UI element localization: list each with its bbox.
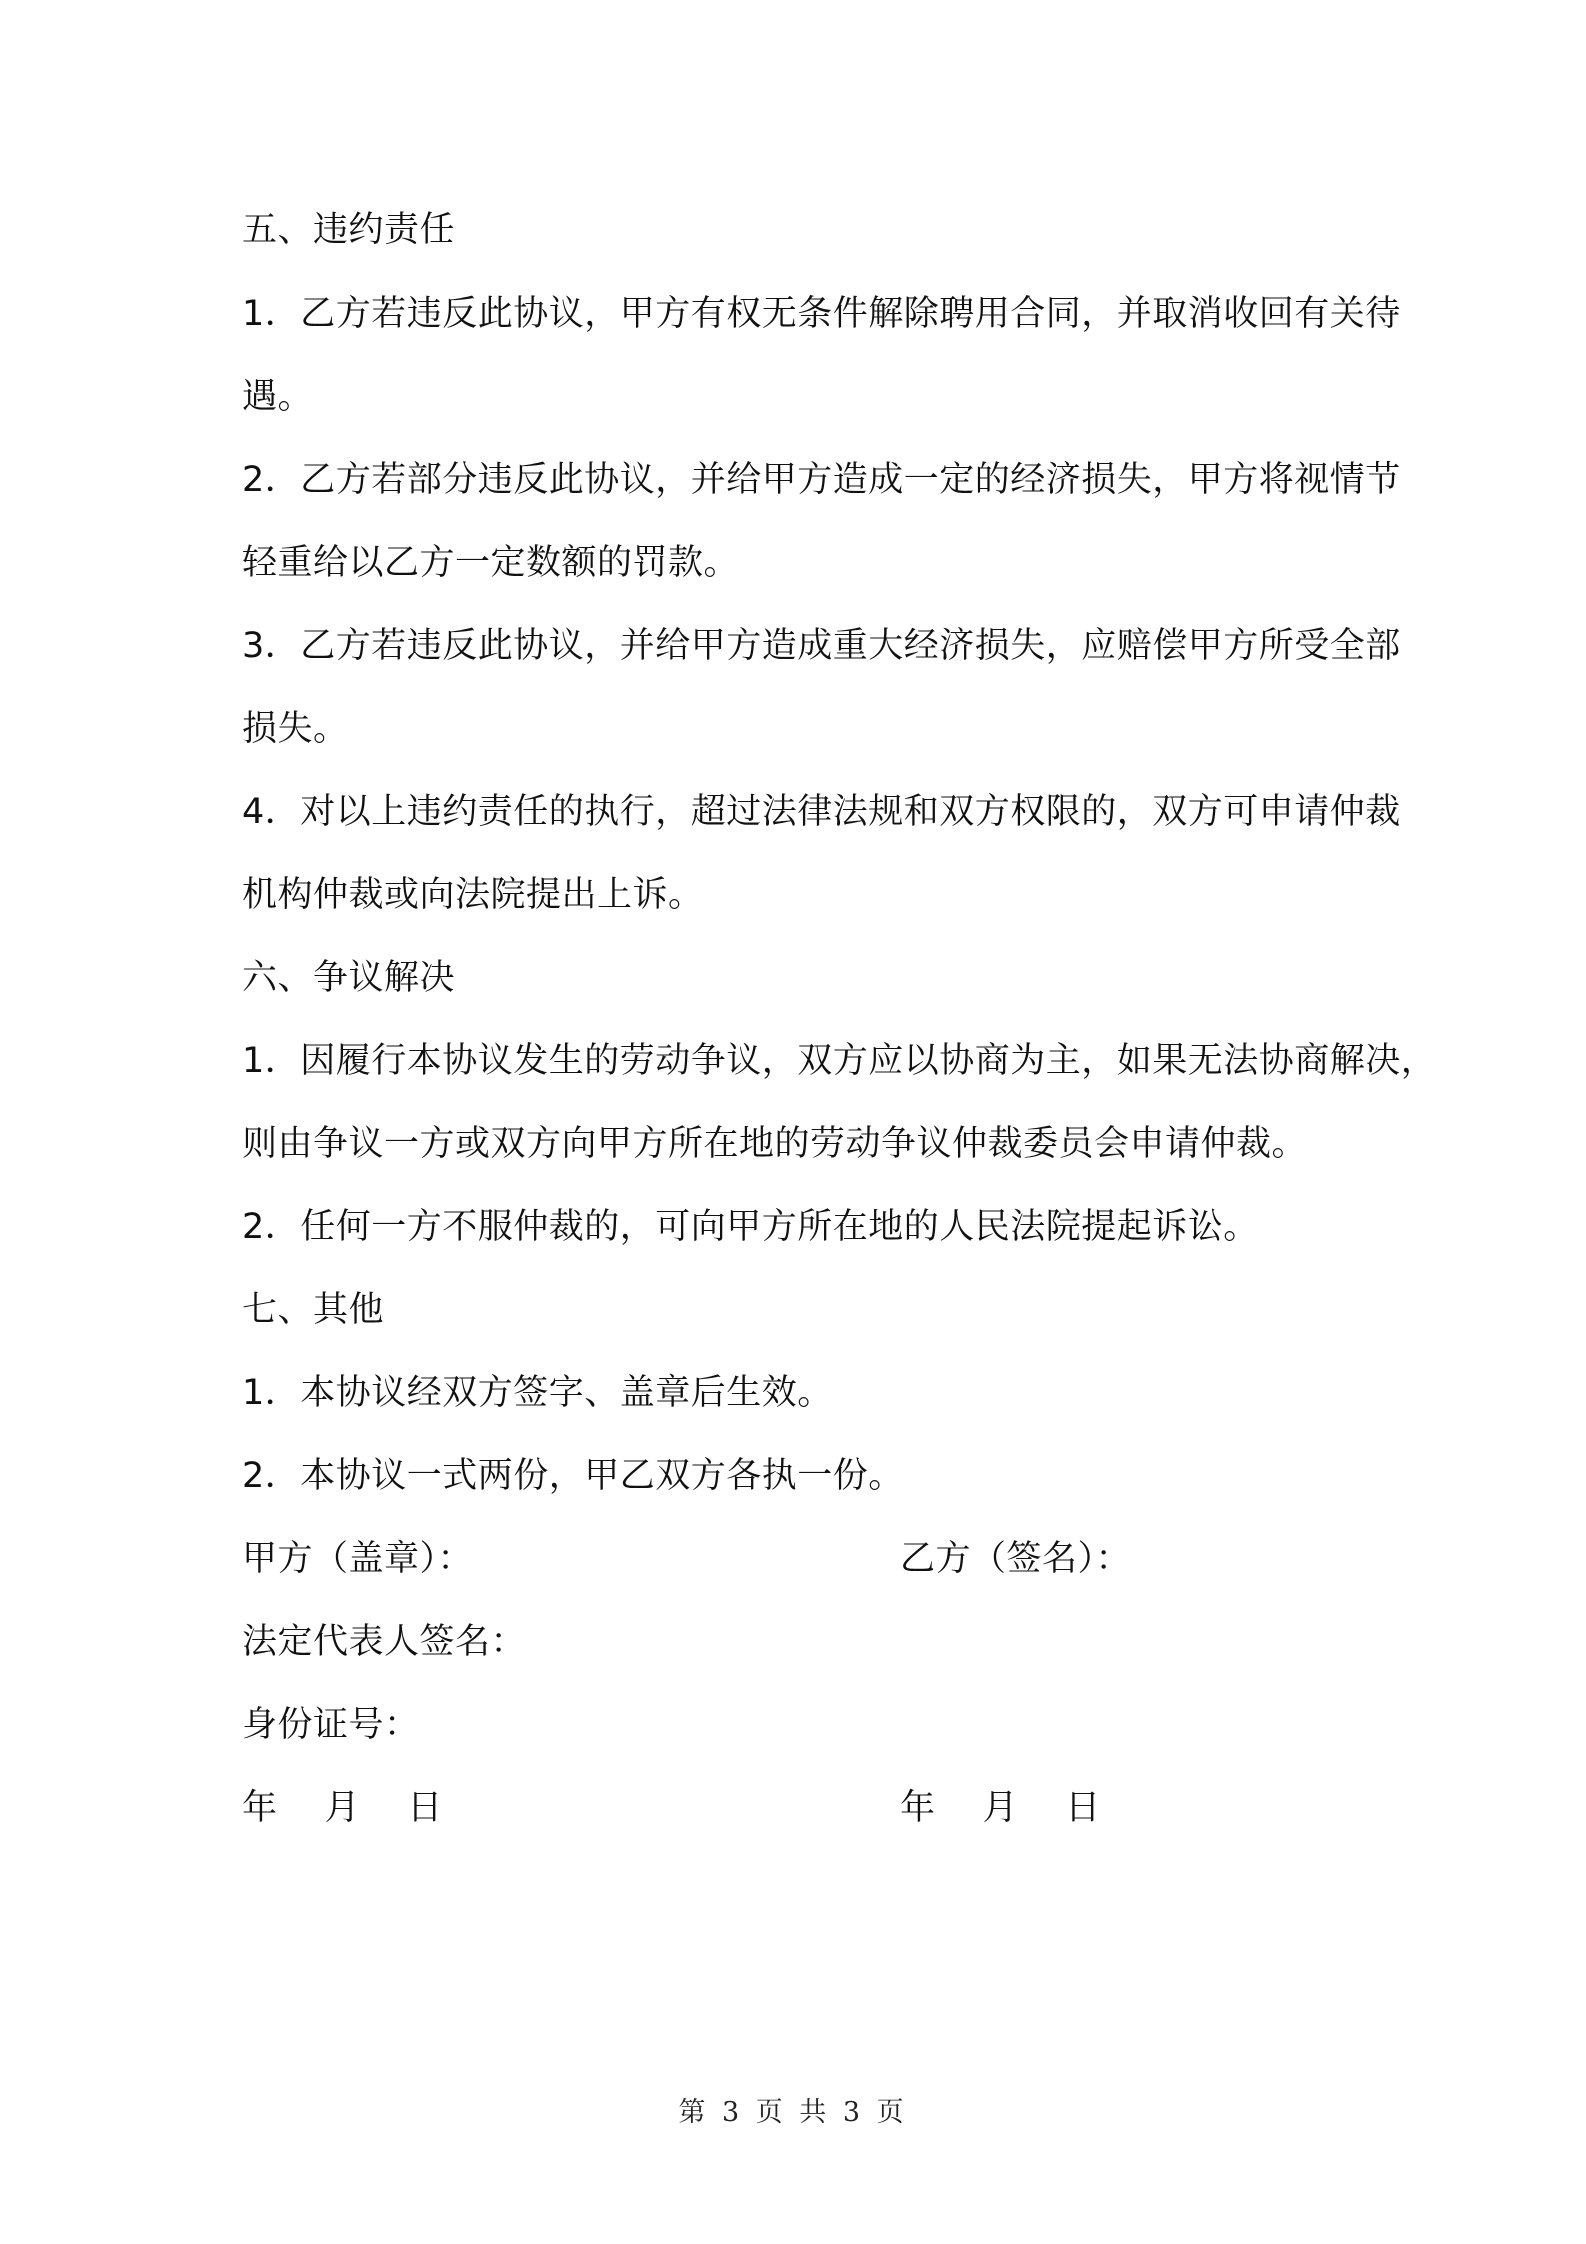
page-number-footer: 第 3 页 共 3 页: [678, 2097, 908, 2128]
section7-heading: 七、其他: [242, 1290, 385, 1330]
section6-heading: 六、争议解决: [242, 958, 456, 998]
section6-item1-line2: 则由争议一方或双方向甲方所在地的劳动争议仲裁委员会申请仲裁。: [242, 1124, 1308, 1164]
section7-item2-line1: 2．本协议一式两份，甲乙双方各执一份。: [242, 1456, 904, 1496]
section6-item2-line1: 2．任何一方不服仲裁的，可向甲方所在地的人民法院提起诉讼。: [242, 1207, 1259, 1247]
section5-item1-line2: 遇。: [242, 377, 314, 417]
party-a-seal-label: 甲方（盖章）：: [242, 1539, 474, 1579]
section5-item4-line2: 机构仲裁或向法院提出上诉。: [242, 875, 704, 915]
party-b-sign-label: 乙方（签名）：: [900, 1539, 1132, 1579]
date-a-label: 年 月 日: [242, 1788, 443, 1828]
section5-item4-line1: 4．对以上违约责任的执行，超过法律法规和双方权限的，双方可申请仲裁: [242, 792, 1401, 832]
section6-item1-line1: 1．因履行本协议发生的劳动争议，双方应以协商为主，如果无法协商解决，: [242, 1041, 1437, 1081]
section5-item2-line2: 轻重给以乙方一定数额的罚款。: [242, 543, 740, 583]
section5-item1-line1: 1．乙方若违反此协议，甲方有权无条件解除聘用合同，并取消收回有关待: [242, 294, 1401, 334]
section5-item3-line1: 3．乙方若违反此协议，并给甲方造成重大经济损失，应赔偿甲方所受全部: [242, 626, 1401, 666]
legal-rep-label: 法定代表人签名：: [242, 1622, 527, 1662]
section5-item3-line2: 损失。: [242, 709, 349, 749]
section7-item1-line1: 1．本协议经双方签字、盖章后生效。: [242, 1373, 833, 1413]
section5-heading: 五、违约责任: [242, 210, 456, 250]
id-number-label: 身份证号：: [242, 1705, 420, 1745]
date-b-label: 年 月 日: [900, 1788, 1101, 1828]
section5-item2-line1: 2．乙方若部分违反此协议，并给甲方造成一定的经济损失，甲方将视情节: [242, 460, 1401, 500]
